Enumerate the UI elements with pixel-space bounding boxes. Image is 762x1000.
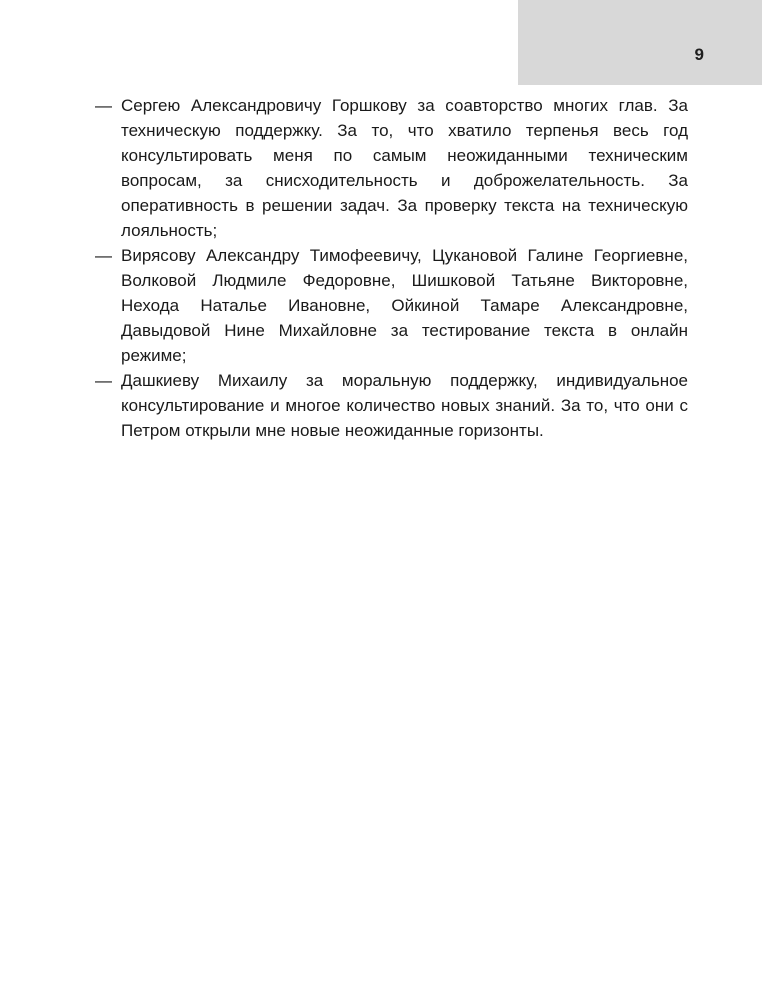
dash-marker: — (95, 96, 112, 115)
page-header-band (518, 0, 762, 85)
list-item (95, 93, 688, 243)
list-item-text: Дашкиеву Михаилу за моральную поддержку, индивидуальное консультирование и многое количество новых знаний. За то, что они с Петром открыли мне новые неожиданные горизонты. (121, 371, 688, 440)
page-number: 9 (694, 45, 704, 64)
list-item (95, 243, 688, 368)
list-item (95, 368, 688, 443)
dash-marker: — (95, 246, 112, 265)
list-item-text: Вирясову Александру Тимофеевичу, Цукановой Галине Георгиевне, Волковой Людмиле Федоровне, Шишковой Татьяне Викторовне, Нехода Наталье Ивановне, Ойкиной Тамаре Александровне, Давыдовой Нине Михайловне за тестирование текста в онлайн режиме; (121, 246, 688, 365)
acknowledgments-list (95, 93, 688, 443)
dash-marker: — (95, 371, 112, 390)
list-item-text: Сергею Александровичу Горшкову за соавторство многих глав. За техническую поддержку. За то, что хватило терпенья весь год консультировать меня по самым неожиданными техническим вопросам, за снисходительность и доброжелательность. За оперативность в решении задач. За проверку текста на техническую лояльность; (121, 96, 688, 240)
